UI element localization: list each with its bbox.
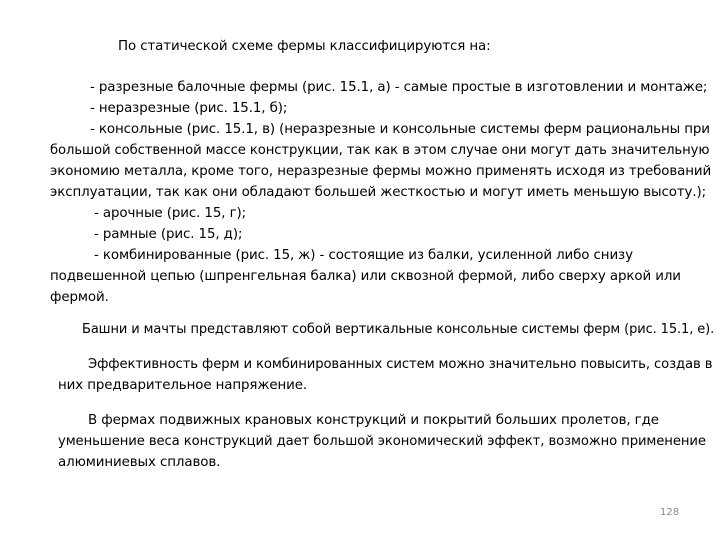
list-item: - разрезные балочные фермы (рис. 15.1, а) - самые простые в изготовлении и монтаже; bbox=[90, 80, 708, 95]
list-item: - неразрезные (рис. 15.1, б); bbox=[90, 101, 288, 116]
list-item-continuation: подвешенной цепью (шпренгельная балка) или сквозной фермой, либо сверху аркой или bbox=[50, 269, 681, 284]
page-number: 128 bbox=[660, 507, 680, 518]
paragraph: Башни и мачты представляют собой вертикальные консольные системы ферм (рис. 15.1, е). bbox=[82, 322, 715, 337]
paragraph-continuation: уменьшение веса конструкций дает большой экономический эффект, возможно применение bbox=[58, 434, 706, 449]
list-item-continuation: большой собственной массе конструкции, так как в этом случае они могут дать значительную bbox=[50, 143, 710, 158]
list-item-continuation: экономию металла, кроме того, неразрезные фермы можно применять исходя из требований bbox=[50, 164, 712, 179]
paragraph: В фермах подвижных крановых конструкций и покрытий больших пролетов, где bbox=[88, 413, 659, 428]
paragraph: Эффективность ферм и комбинированных систем можно значительно повысить, создав в bbox=[88, 357, 713, 372]
list-item: - арочные (рис. 15, г); bbox=[94, 206, 247, 221]
paragraph-continuation: них предварительное напряжение. bbox=[58, 378, 308, 393]
heading: По статической схеме фермы классифицируются на: bbox=[118, 39, 491, 54]
list-item-continuation: эксплуатации, так как они обладают большей жесткостью и могут иметь меньшую высоту.); bbox=[50, 185, 707, 200]
list-item: - комбинированные (рис. 15, ж) - состоящие из балки, усиленной либо снизу bbox=[94, 248, 633, 263]
list-item: - консольные (рис. 15.1, в) (неразрезные и консольные системы ферм рациональны при bbox=[90, 122, 710, 137]
list-item-continuation: фермой. bbox=[50, 290, 109, 305]
list-item: - рамные (рис. 15, д); bbox=[94, 227, 243, 242]
paragraph-continuation: алюминиевых сплавов. bbox=[58, 455, 221, 470]
